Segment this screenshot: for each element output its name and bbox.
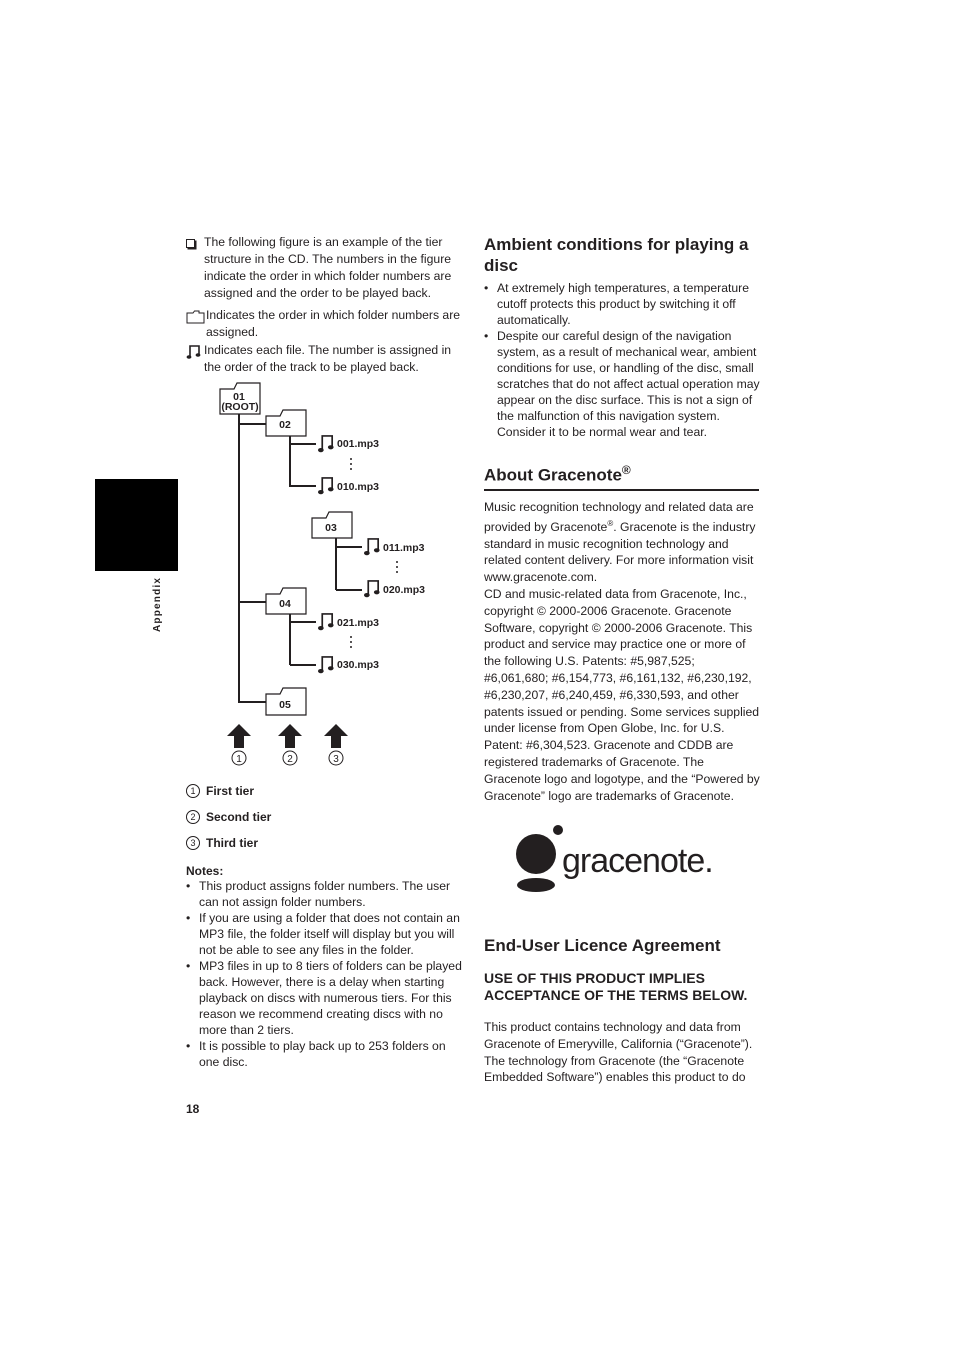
gracenote-body [484,499,760,804]
eula-heading: End-User Licence Agreement [484,936,721,955]
eula-subheading: USE OF THIS PRODUCT IMPLIES ACCEPTANCE OF THE TERMS BELOW. [484,970,748,1003]
tier-2-arrow-icon [278,724,302,748]
tier-legend-3 [186,834,258,852]
tier-legend-2 [186,808,271,826]
gracenote-paragraph-1: Music recognition technology and related data are provided by Gracenote®. Gracenote is the industry standard in music recognition technology and related content delivery. For more information visit www.gracenote.com. [484,500,756,585]
file-020: 020.mp3 [383,584,426,596]
page-number: 18 [186,1102,200,1116]
folder-root-number: 01 [233,391,245,403]
tier-legend-1 [186,782,254,800]
folder-03 [312,512,352,538]
tier-label: Second tier [206,810,272,824]
music-note-icon [186,344,202,360]
file-021: 021.mp3 [337,617,380,629]
tier-marker-2: 2 [287,754,293,765]
gracenote-logo [514,824,754,896]
music-note-icon [364,539,380,555]
music-note-icon [318,657,334,673]
folder-icon [186,310,205,324]
tier-3-arrow-icon [324,724,348,748]
notes-heading: Notes: [186,864,224,878]
file-001: 001.mp3 [337,438,380,450]
tier-number: 3 [186,836,200,850]
tier-marker-1: 1 [236,754,242,765]
folder-legend: Indicates the order in which folder numbers are assigned. [186,307,464,341]
folder-04-label: 04 [279,598,291,610]
gracenote-heading: About Gracenote® [484,460,759,491]
folder-05-label: 05 [279,699,291,711]
folder-04 [266,588,306,614]
ambient-list [484,280,762,440]
folder-root-label: (ROOT) [221,401,259,413]
eula-body: This product contains technology and data from Gracenote of Emeryville, California (“Gracenote”). The technology from Gracenote (the “Gracenote Embedded Software”) enables this product to do [484,1020,753,1085]
folder-03-label: 03 [325,522,337,534]
folder-02 [266,410,306,436]
list-item: • MP3 files in up to 8 tiers of folders can be played back. However, there is a delay when starting playback on discs with numerous tiers. For this reason we recommend creating discs with no more than 2 tiers. [186,959,462,1037]
tier-marker-3: 3 [333,754,339,765]
list-item: • At extremely high temperatures, a temperature cutoff protects this product by switching it off automatically. [484,281,749,327]
file-030: 030.mp3 [337,659,380,671]
file-010: 010.mp3 [337,481,380,493]
tier-1-arrow-icon [227,724,251,748]
ambient-heading: Ambient conditions for playing a disc [484,235,749,275]
gracenote-paragraph-2: CD and music-related data from Gracenote, Inc., copyright © 2000-2006 Gracenote. Gracenote Software, copyright © 2000-2006 Gracenote. This product and service may practice one or more of the following U.S. Patents: #5,987,525; #6,061,680; #6,154,773, #6,161,132, #6,230,192, #6,230,207, #6,240,459, #6,330,593, and other patents issued or pending. Some services supplied under license from Open Globe, Inc. for U.S. Patent: #6,304,523. Gracenote and CDDB are registered trademarks of Gracenote. The Gracenote logo and logotype, and the “Powered by Gracenote” logo are trademarks of Gracenote. [484,587,760,803]
folder-05 [266,688,306,715]
file-legend: Indicates each file. The number is assigned in the order of the track to be played back. [186,342,464,376]
music-note-icon [318,436,334,452]
file-011: 011.mp3 [383,542,425,554]
section-label: Appendix [152,576,163,632]
music-note-icon [318,614,334,630]
folder-root [220,383,260,414]
music-note-icon [364,581,380,597]
tier-label: First tier [206,784,255,798]
notes-list [186,878,464,1070]
gracenote-logotype: gracenote. [562,842,713,880]
intro-paragraph: The following figure is an example of the tier structure in the CD. The numbers in the figure indicate the order in which folder numbers are assigned and the order to be played back. [186,234,464,302]
tier-number: 2 [186,810,200,824]
music-note-icon [318,478,334,494]
tier-label: Third tier [206,836,259,850]
folder-02-label: 02 [279,419,291,431]
list-item: • Despite our careful design of the navigation system, as a result of mechanical wear, ambient conditions for use, or handling of the disc, small scratches that do not affect actual operation may appear on the disc surface. This is not a sign of the malfunction of this navigation system. Consider it to be normal wear and tear. [484,329,760,439]
tier-structure-diagram [180,378,460,773]
tier-number: 1 [186,784,200,798]
list-item: • If you are using a folder that does not contain an MP3 file, the folder itself will display but you will not be able to see any files in the folder. [186,911,460,957]
list-item: • This product assigns folder numbers. The user can not assign folder numbers. [186,879,451,909]
list-item: • It is possible to play back up to 253 folders on one disc. [186,1039,446,1069]
checkbox-bullet-icon [186,239,195,248]
section-tab [95,479,178,571]
